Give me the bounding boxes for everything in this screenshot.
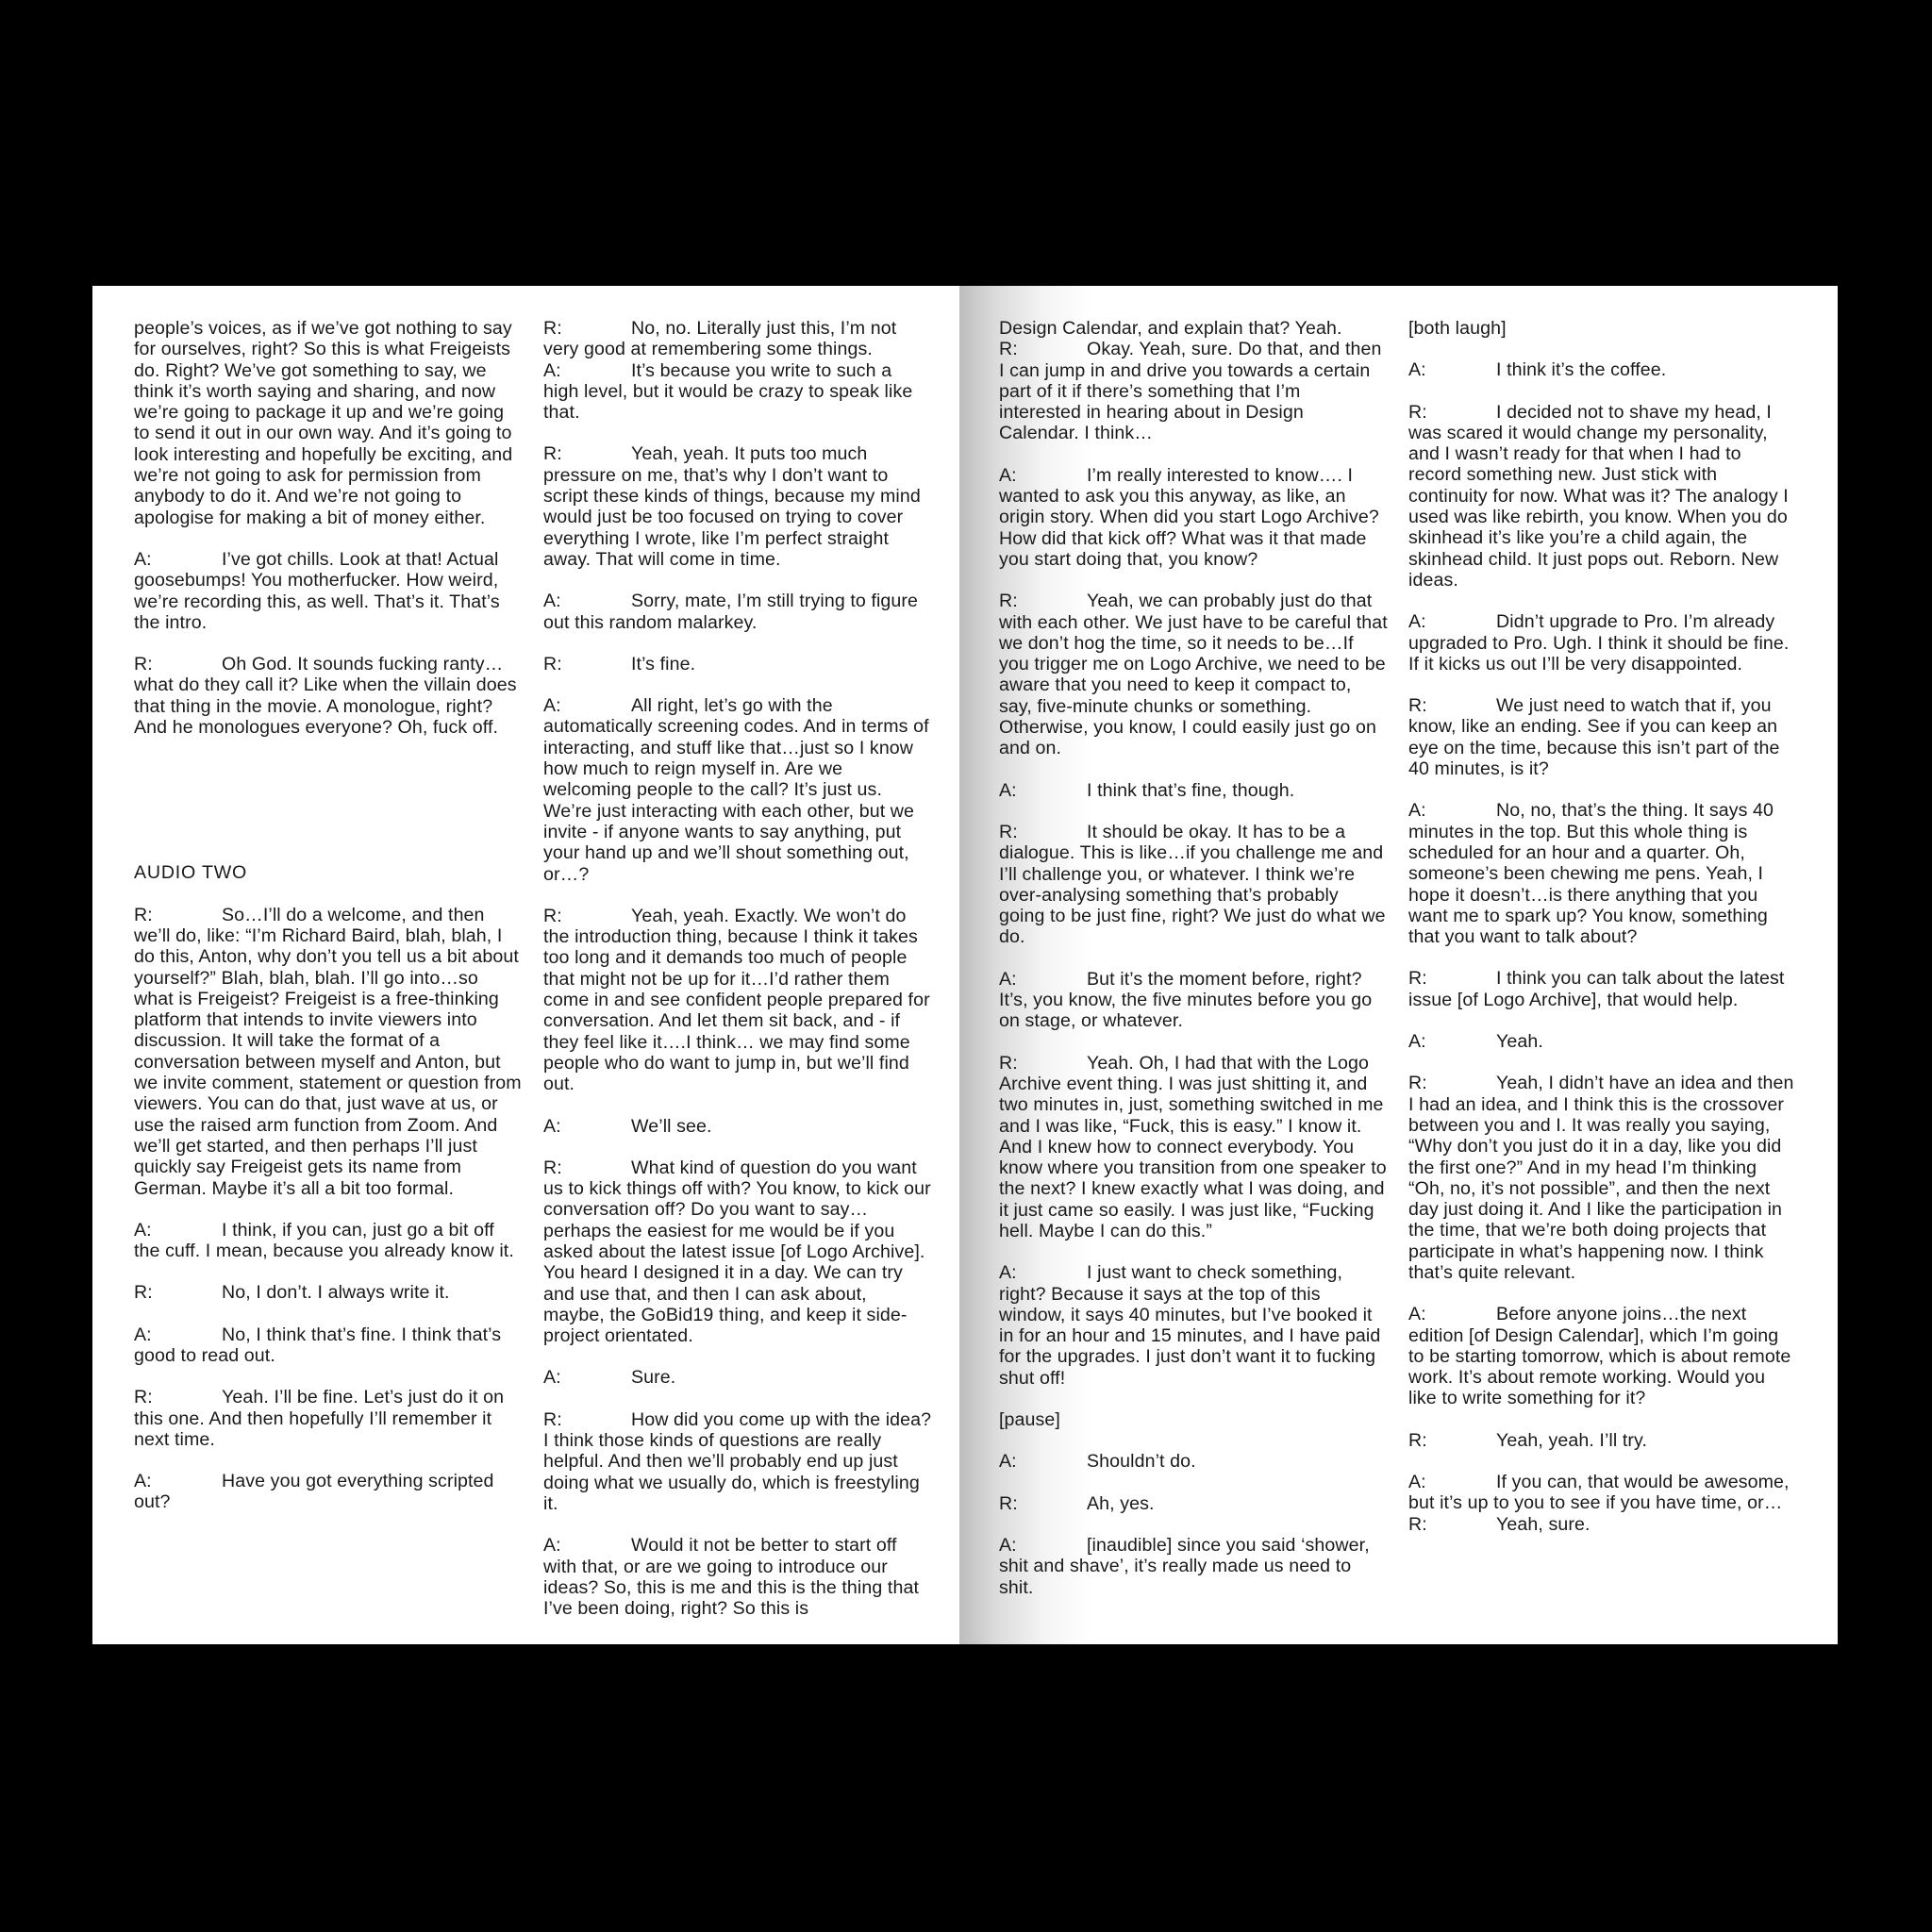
dialogue-paragraph: [543, 1158, 932, 1347]
dialogue-paragraph: [134, 654, 523, 738]
dialogue-paragraph: [134, 1282, 523, 1303]
dialogue-paragraph: [1408, 402, 1797, 591]
speaker-label: A:: [134, 1219, 152, 1241]
speaker-label: R:: [1408, 1513, 1427, 1535]
speaker-label: R:: [543, 443, 562, 465]
dialogue-text: I think it’s the coffee.: [1496, 359, 1667, 381]
speaker-label: A:: [999, 1451, 1017, 1473]
speaker-label: R:: [134, 904, 153, 925]
speaker-label: A:: [999, 464, 1017, 486]
speaker-label: A:: [543, 1367, 561, 1389]
dialogue-paragraph: [543, 1367, 932, 1388]
speaker-label: A:: [543, 1535, 561, 1557]
dialogue-paragraph: [999, 1409, 1388, 1430]
speaker-label: R:: [134, 1282, 153, 1304]
dialogue-text: Yeah, sure.: [1496, 1513, 1591, 1535]
speaker-label: R:: [543, 905, 562, 926]
column-1-bottom: [134, 905, 523, 1513]
dialogue-text: Oh God. It sounds fucking ranty…what do they call it? Like when the villain does that thing in the movie. A monologue, right? And he monologues everyone? Oh, fuck off.: [134, 654, 517, 739]
dialogue-paragraph: [999, 465, 1388, 570]
speaker-label: R:: [999, 821, 1018, 842]
dialogue-paragraph: [134, 1220, 523, 1262]
dialogue-text: So…I’ll do a welcome, and then we’ll do, like: “I’m Richard Baird, blah, blah, I do this, Anton, why don’t you tell us a bit about yourself?” Blah, blah, blah. I’ll go into…so what is Freigeist? Freigeist is a free-thinking platform that intends to invite viewers into discussion. It will take the format of a conversation between myself and Anton, but we invite comment, statement or question from viewers. You can do that, just wave at us, or use the raised arm function from Zoom. And we’ll get started, and then perhaps I’ll just quickly say Freigeist gets its name from German. Maybe it’s all a bit too formal.: [134, 904, 522, 1199]
dialogue-text: [pause]: [999, 1409, 1060, 1431]
column-1: [134, 318, 523, 1620]
speaker-label: R:: [543, 653, 562, 675]
dialogue-paragraph: [134, 1471, 523, 1513]
dialogue-paragraph: [999, 318, 1388, 339]
dialogue-paragraph: [1408, 1430, 1797, 1451]
speaker-label: R:: [1408, 1429, 1427, 1451]
dialogue-text: No, I think that’s fine. I think that’s good to read out.: [134, 1324, 502, 1366]
dialogue-text: Yeah, yeah. It puts too much pressure on me, that’s why I don’t want to script these kinds of things, because my mind would just be too focused on trying to cover everything I wrote, like I’m perfect straight away. That will come in time.: [543, 443, 921, 570]
column-1-top: [134, 318, 523, 738]
dialogue-text: [both laugh]: [1408, 318, 1507, 339]
dialogue-text: I just want to check something, right? Because it says at the top of this window, it says 40 minutes, but I’ve booked it in for an hour and 15 minutes, and I have paid for the upgrades. I just don’t want it to fucking shut off!: [999, 1262, 1381, 1389]
speaker-label: A:: [1408, 1304, 1426, 1325]
speaker-label: R:: [1408, 401, 1427, 423]
dialogue-text: What kind of question do you want us to kick things off with? You know, to kick our conversation off? Do you want to say…perhaps the easiest for me would be if you asked about the latest issue [of Logo Archive]. You heard I designed it in a day. We can try and use that, and then I can ask about, maybe, the GoBid19 thing, and keep it side-project orientated.: [543, 1157, 931, 1347]
dialogue-paragraph: [999, 1053, 1388, 1242]
dialogue-paragraph: [1408, 1031, 1797, 1052]
column-2: [543, 318, 932, 1620]
dialogue-paragraph: [543, 1535, 932, 1619]
speaker-label: R:: [543, 1408, 562, 1430]
dialogue-text: Have you got everything scripted out?: [134, 1471, 494, 1513]
speaker-label: A:: [1408, 800, 1426, 822]
dialogue-text: Yeah. I’ll be fine. Let’s just do it on this one. And then hopefully I’ll remember it next time.: [134, 1387, 505, 1450]
dialogue-paragraph: [999, 1262, 1388, 1389]
dialogue-paragraph: [999, 591, 1388, 758]
dialogue-paragraph: [543, 318, 932, 360]
speaker-label: A:: [999, 968, 1017, 990]
dialogue-text: But it’s the moment before, right? It’s, you know, the five minutes before you go on stage, or whatever.: [999, 968, 1373, 1032]
dialogue-paragraph: [999, 969, 1388, 1032]
dialogue-text: No, no, that’s the thing. It says 40 minutes in the top. But this whole thing is scheduled for an hour and a quarter. Oh, someone’s been chewing me pens. Yeah, I hope it doesn’t…is there anything that you want me to spark up? You know, something that you want to talk about?: [1408, 800, 1774, 948]
dialogue-text: Design Calendar, and explain that? Yeah.: [999, 318, 1342, 339]
column-4: [1408, 318, 1797, 1620]
dialogue-paragraph: [999, 339, 1388, 443]
speaker-label: A:: [1408, 611, 1426, 633]
dialogue-text: [inaudible] since you said ‘shower, shit and shave’, it’s really made us need to shit.: [999, 1534, 1370, 1598]
dialogue-text: Yeah, we can probably just do that with each other. We just have to be careful that we don’t hog the time, so it needs to be…If you trigger me on Logo Archive, we need to be aware that you need to keep it compact to, say, five-minute chunks or something. Otherwise, you know, I could easily just go on and on.: [999, 591, 1388, 759]
dialogue-paragraph: [134, 905, 523, 1199]
dialogue-text: Before anyone joins…the next edition [of Design Calendar], which I’m going to be starting tomorrow, which is about remote work. It’s about remote working. Would you like to write something for it?: [1408, 1304, 1791, 1409]
dialogue-text: Yeah, I didn’t have an idea and then I had an idea, and I think this is the crossover between you and I. It was really you saying, “Why don’t you just do it in a day, like you did the first one?” And in my head I’m thinking “Oh, no, it’s not possible”, and then the next day just doing it. And I like the participation in the time, that we’re both doing projects that participate in what’s happening now. I think that’s quite relevant.: [1408, 1073, 1794, 1283]
left-page: [92, 286, 959, 1644]
speaker-label: A:: [1408, 1472, 1426, 1493]
dialogue-text: Ah, yes.: [1087, 1492, 1155, 1514]
speaker-label: R:: [543, 1157, 562, 1178]
dialogue-paragraph: [543, 1116, 932, 1137]
speaker-label: A:: [999, 1534, 1017, 1556]
dialogue-text: Yeah, yeah. Exactly. We won’t do the introduction thing, because I think it takes too long and it demands too much of people that might not be up for it…I’d rather them come in and see confident people prepared for conversation. And let them sit back, and - if they feel like it….I think… we may find some people who do want to jump in, but we’ll find out.: [543, 905, 930, 1095]
dialogue-text: Would it not be better to start off with that, or are we going to introduce our ideas? So, this is me and this is the thing that I’ve been doing, right? So this is: [543, 1535, 919, 1620]
dialogue-text: Yeah. Oh, I had that with the Logo Archive event thing. I was just shitting it, and two minutes in, just, something switched in me and I was like, “Fuck, this is easy.” I know it. And I knew how to connect everybody. You know where you transition from one speaker to the next? I knew exactly what I was doing, and it just came so easily. I was just like, “Fucking hell. Maybe I can do this.”: [999, 1052, 1387, 1241]
dialogue-text: Okay. Yeah, sure. Do that, and then I can jump in and drive you towards a certain part of it if there’s something that I’m interested in hearing about in Design Calendar. I think…: [999, 339, 1382, 444]
dialogue-text: If you can, that would be awesome, but it’s up to you to see if you have time, or…: [1408, 1472, 1790, 1514]
speaker-label: R:: [1408, 1073, 1427, 1094]
speaker-label: R:: [999, 339, 1018, 360]
speaker-label: R:: [543, 318, 562, 339]
dialogue-text: Sorry, mate, I’m still trying to figure out this random malarkey.: [543, 591, 919, 633]
dialogue-text: Shouldn’t do.: [1087, 1451, 1196, 1473]
speaker-label: A:: [1408, 359, 1426, 381]
speaker-label: R:: [1408, 968, 1427, 990]
dialogue-paragraph: [543, 654, 932, 675]
dialogue-paragraph: [999, 1493, 1388, 1514]
dialogue-text: I think that’s fine, though.: [1087, 779, 1295, 801]
dialogue-text: Sure.: [631, 1367, 676, 1389]
dialogue-text: How did you come up with the idea? I think those kinds of questions are really helpful. And then we’ll probably end up just doing what we usually do, which is freestyling it.: [543, 1408, 932, 1514]
dialogue-text: It should be okay. It has to be a dialogue. This is like…if you challenge me and I’ll challenge you, or whatever. I think we’re over-analysing something that’s probably going to be just fine, right? We just do what we do.: [999, 821, 1386, 948]
dialogue-paragraph: [1408, 1073, 1797, 1283]
dialogue-paragraph: [543, 906, 932, 1095]
dialogue-paragraph: [134, 549, 523, 633]
dialogue-text: We’ll see.: [631, 1115, 712, 1137]
speaker-label: A:: [543, 695, 561, 717]
speaker-label: R:: [999, 591, 1018, 612]
dialogue-text: All right, let’s go with the automatically screening codes. And in terms of interacting, and stuff like that…just so I know how much to reign myself in. Are we welcoming people to the call? It’s just us. We’re just interacting with each other, but we invite - if anyone wants to say anything, put your hand up and we’ll shout something out, or…?: [543, 695, 929, 885]
dialogue-text: I decided not to shave my head, I was scared it would change my personality, and I wasn’t ready for that when I had to record something new. Just stick with continuity for now. What was it? The analogy I used was like rebirth, you know. When you do skinhead it’s like you’re a child again, the skinhead child. It just pops out. Reborn. New ideas.: [1408, 401, 1789, 591]
speaker-label: A:: [543, 1115, 561, 1137]
speaker-label: A:: [1408, 1031, 1426, 1053]
magazine-spread: [92, 286, 1838, 1644]
speaker-label: A:: [543, 359, 561, 381]
speaker-label: A:: [134, 548, 152, 570]
dialogue-paragraph: [134, 1387, 523, 1450]
section-heading: AUDIO TWO: [134, 862, 248, 884]
speaker-label: A:: [543, 591, 561, 612]
dialogue-text: I’m really interested to know…. I wanted to ask you this anyway, as like, an origin story. When did you start Logo Archive? How did that kick off? What was it that made you start doing that, you know?: [999, 464, 1379, 570]
dialogue-paragraph: [1408, 318, 1797, 339]
dialogue-text: people’s voices, as if we’ve got nothing to say for ourselves, right? So this is what Freigeists do. Right? We’ve got something to say, we think it’s worth saying and sharing, and now we’re going to package it up and we’re going to send it out in our own way. And it’s going to look interesting and hopefully be exciting, and we’re not going to ask for permission from anybody to do it. And we’re not going to apologise for making a bit of money either.: [134, 318, 513, 528]
dialogue-paragraph: [1408, 800, 1797, 947]
dialogue-paragraph: [543, 591, 932, 633]
speaker-label: R:: [1408, 695, 1427, 717]
dialogue-paragraph: [1408, 1472, 1797, 1514]
dialogue-paragraph: [543, 1409, 932, 1514]
dialogue-paragraph: [543, 443, 932, 570]
dialogue-text: Didn’t upgrade to Pro. I’m already upgraded to Pro. Ugh. I think it should be fine. If it kicks us out I’ll be very disappointed.: [1408, 611, 1790, 675]
dialogue-text: It’s fine.: [631, 653, 696, 675]
dialogue-text: I’ve got chills. Look at that! Actual goosebumps! You motherfucker. How weird, we’re recording this, as well. That’s it. That’s the intro.: [134, 548, 500, 633]
dialogue-paragraph: [1408, 1304, 1797, 1408]
column-spacer: [134, 758, 523, 862]
dialogue-text: Yeah.: [1496, 1031, 1543, 1053]
dialogue-paragraph: [1408, 1514, 1797, 1535]
dialogue-paragraph: [1408, 359, 1797, 380]
dialogue-paragraph: [999, 1451, 1388, 1472]
speaker-label: A:: [134, 1324, 152, 1345]
speaker-label: R:: [999, 1492, 1018, 1514]
dialogue-paragraph: [543, 360, 932, 424]
dialogue-paragraph: [999, 1535, 1388, 1598]
dialogue-paragraph: [134, 1324, 523, 1367]
dialogue-paragraph: [543, 695, 932, 885]
dialogue-paragraph: [1408, 695, 1797, 779]
speaker-label: A:: [999, 779, 1017, 801]
dialogue-paragraph: [134, 318, 523, 528]
column-3: [999, 318, 1388, 1620]
dialogue-text: No, no. Literally just this, I’m not very good at remembering some things.: [543, 318, 897, 360]
speaker-label: R:: [134, 654, 153, 675]
speaker-label: A:: [134, 1471, 152, 1492]
dialogue-text: I think, if you can, just go a bit off the cuff. I mean, because you already know it.: [134, 1219, 514, 1262]
dialogue-paragraph: [1408, 611, 1797, 675]
speaker-label: A:: [999, 1262, 1017, 1284]
dialogue-text: It’s because you write to such a high level, but it would be crazy to speak like that.: [543, 359, 913, 424]
dialogue-paragraph: [1408, 968, 1797, 1010]
right-page: [959, 286, 1838, 1644]
speaker-label: R:: [999, 1052, 1018, 1074]
dialogue-text: We just need to watch that if, you know, like an ending. See if you can keep an eye on the time, because this isn’t part of the 40 minutes, is it?: [1408, 695, 1780, 780]
dialogue-paragraph: [999, 822, 1388, 948]
dialogue-text: No, I don’t. I always write it.: [222, 1282, 450, 1304]
dialogue-paragraph: [999, 780, 1388, 801]
speaker-label: R:: [134, 1387, 153, 1408]
dialogue-text: I think you can talk about the latest issue [of Logo Archive], that would help.: [1408, 968, 1785, 1010]
dialogue-text: Yeah, yeah. I’ll try.: [1496, 1429, 1648, 1451]
